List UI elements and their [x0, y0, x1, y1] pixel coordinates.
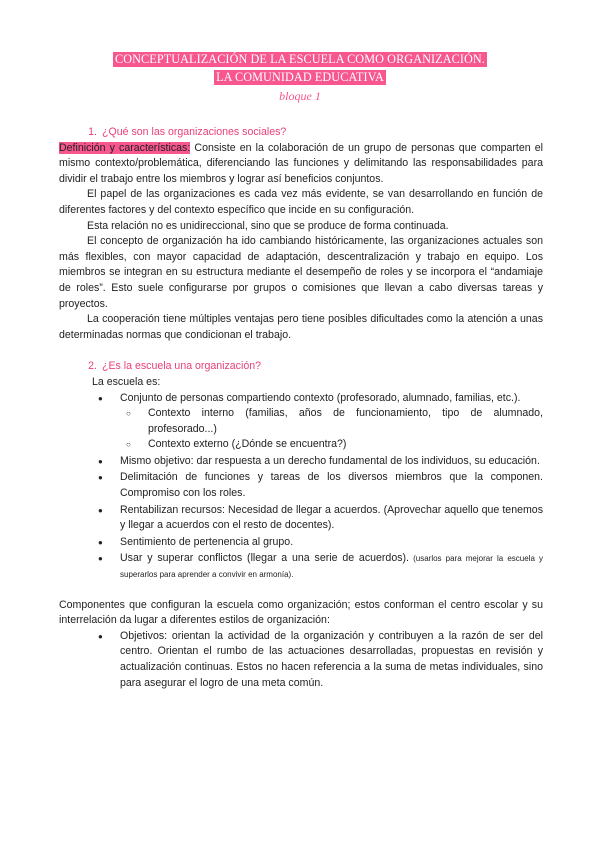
definition-text: Consiste en la colaboración de un grupo de personas que comparten el mismo contexto/problemática, diferenciando las funciones y delimitando las responsabilidades para dividir el trabajo entre los miembros y lograr así beneficios conjuntos.: [59, 141, 544, 185]
section-1-paragraph-4: El concepto de organización ha ido cambiando históricamente, las organizaciones actuales son más flexibles, con mayor capacidad de adaptación, descentralización y trabajo en equipo. Los miembros se integran en su estructura mediante el desempeño de roles y se incorpora el “andamiaje de roles”. Esto suele configurarse por grupos o comisiones que llevan a cabo diversas tareas y proyectos.: [59, 235, 543, 310]
list-item: ● Rentabilizan recursos: Necesidad de llegar a acuerdos. (Aprovechar aquello que tenemos y llegar a acuerdos con el resto de docentes).: [92, 503, 543, 534]
section-2-heading: [87, 359, 543, 375]
list-item: ● Sentimiento de pertenencia al grupo.: [92, 535, 543, 551]
list-item: ● Mismo objetivo: dar respuesta a un derecho fundamental de los individuos, su educación.: [92, 454, 543, 470]
section-1-paragraph-3: Esta relación no es unidireccional, sino que se produce de forma continuada.: [87, 219, 449, 232]
section-1-paragraph-1: [59, 141, 543, 188]
bullet-1-text: Conjunto de personas compartiendo contexto (profesorado, alumnado, familias, etc.).: [120, 391, 521, 404]
list-item: ● Objetivos: orientan la actividad de la organización y contribuyen a la razón de ser del centro. Orientan el rumbo de las actuaciones desarrolladas, propuestas en revisión y actualización continuas. Estos no hacen referencia a la suma de metas individuales, sino para asegurar el logro de una meta común.: [92, 629, 543, 691]
section-1-title: ¿Qué son las organizaciones sociales?: [102, 126, 287, 138]
title-line-1: CONCEPTUALIZACIÓN DE LA ESCUELA COMO ORGANIZACIÓN.: [115, 52, 485, 66]
list-item: [92, 391, 543, 453]
bullet-6-note: (usarlos para mejorar la escuela y superarlos para aprender a convivir en armonía).: [120, 554, 543, 580]
school-characteristics-list: [87, 391, 543, 583]
title-block: [0, 50, 600, 104]
document-body: [59, 125, 544, 692]
section-2-number: 2.: [88, 360, 97, 373]
subtitle: bloque 1: [279, 89, 321, 103]
context-sublist: [92, 406, 543, 453]
definition-highlight: Definición y características:: [59, 141, 191, 154]
list-item: ● Delimitación de funciones y tareas de los diversos miembros que la componen. Compromiso con los roles.: [92, 470, 543, 501]
section-1-paragraph-5: La cooperación tiene múltiples ventajas pero tiene posibles dificultades como la atención a unas determinadas normas que condicionan el trabajo.: [59, 313, 543, 341]
list-item: [92, 551, 543, 582]
section-2-lead: La escuela es:: [92, 375, 161, 388]
title-line-2: LA COMUNIDAD EDUCATIVA: [216, 70, 384, 84]
components-intro: Componentes que configuran la escuela como organización; estos conforman el centro escolar y su interrelación da lugar a diferentes estilos de organización:: [59, 598, 543, 627]
sub-list-item: ○ Contexto externo (¿Dónde se encuentra?): [92, 437, 543, 453]
components-list: [87, 629, 543, 691]
sub-list-item: ○ Contexto interno (familias, años de funcionamiento, tipo de alumnado, profesorado...): [92, 406, 543, 437]
bullet-6-text: Usar y superar conflictos (llegar a una serie de acuerdos).: [120, 552, 409, 565]
section-2-title: ¿Es la escuela una organización?: [102, 360, 262, 373]
section-1-paragraph-2: El papel de las organizaciones es cada vez más evidente, se van desarrollando en función de diferentes factores y del contexto específico que incide en su configuración.: [59, 188, 543, 216]
section-1-number: 1.: [88, 126, 97, 138]
section-1-heading: [87, 125, 543, 141]
